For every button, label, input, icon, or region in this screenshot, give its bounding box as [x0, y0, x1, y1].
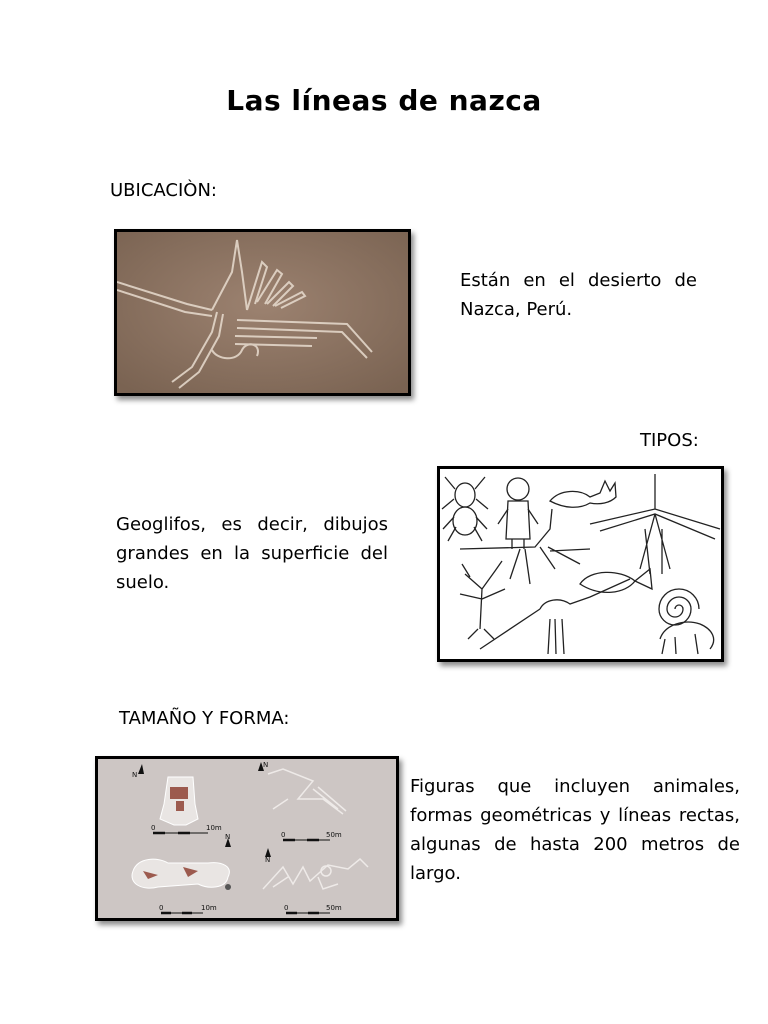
hummingbird-photo — [114, 229, 411, 396]
scale-label: 10m — [201, 904, 217, 912]
size-text: Figuras que incluyen animales, formas geométricas y líneas rectas, algunas de hasta 200 metros de largo. — [410, 776, 740, 884]
north-label: N — [132, 771, 138, 779]
north-label: N — [265, 856, 271, 864]
types-heading: TIPOS: — [640, 430, 699, 451]
scale-label: 50m — [326, 831, 342, 839]
geoglyphs-illustration — [437, 466, 724, 662]
size-heading: TAMAÑO Y FORMA: — [119, 708, 290, 729]
scale-label: 0 — [284, 904, 289, 912]
survey-map-figure — [95, 756, 399, 921]
location-text: Están en el desierto de Nazca, Perú. — [460, 270, 697, 320]
scale-label: 50m — [326, 904, 342, 912]
scale-label: 0 — [151, 824, 156, 832]
scale-label: 0 — [281, 831, 286, 839]
types-text: Geoglifos, es decir, dibujos grandes en la superficie del suelo. — [116, 514, 388, 593]
north-label: N — [263, 761, 269, 769]
north-label: N — [225, 833, 231, 841]
page-title: Las líneas de nazca — [226, 84, 542, 117]
scale-label: 0 — [159, 904, 164, 912]
location-heading: UBICACIÒN: — [110, 180, 217, 201]
scale-label: 10m — [206, 824, 222, 832]
